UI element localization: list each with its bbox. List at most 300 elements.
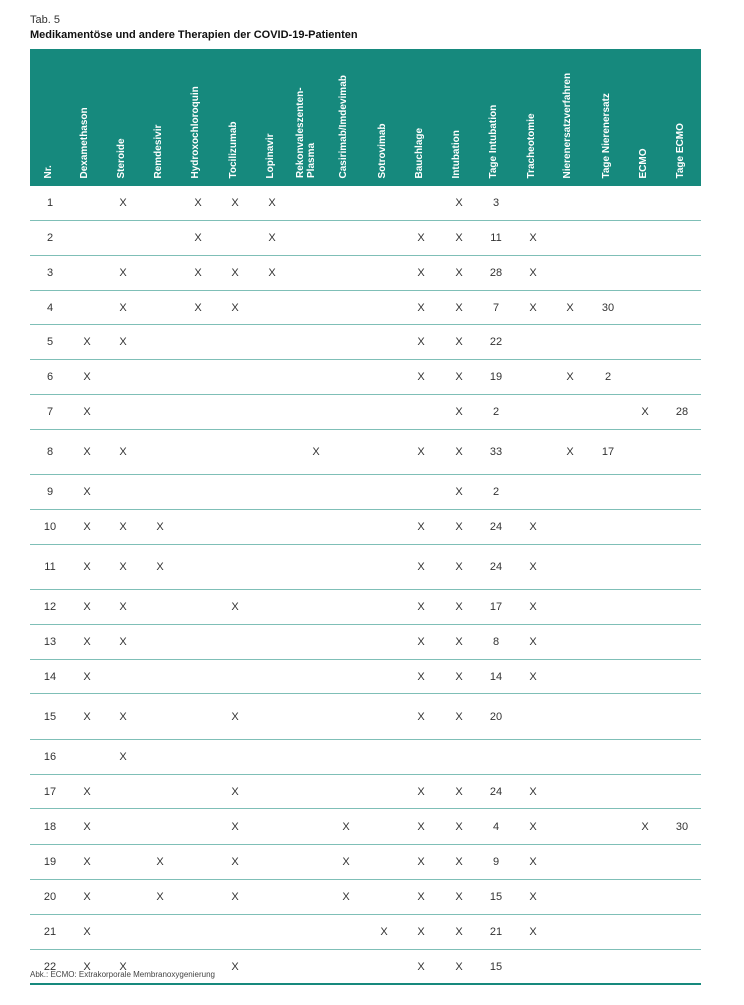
table-cell — [627, 221, 663, 255]
table-cell — [552, 915, 588, 949]
table-cell — [217, 395, 253, 429]
table-cell — [142, 625, 178, 659]
table-cell — [328, 256, 364, 290]
table-cell — [627, 475, 663, 509]
table-cell — [664, 221, 700, 255]
table-cell — [217, 430, 253, 474]
table-cell — [590, 694, 626, 739]
table-cell: X — [83, 785, 91, 798]
table-cell: X — [455, 960, 463, 973]
table-cell — [366, 430, 402, 474]
table-cell: 8 — [46, 446, 54, 458]
table-row — [30, 395, 701, 430]
table-cell: X — [417, 301, 425, 314]
table-cell: 20 — [43, 891, 57, 903]
table-cell — [142, 740, 178, 774]
table-cell: X — [268, 267, 276, 279]
table-cell: 5 — [46, 336, 54, 348]
table-cell: 2 — [492, 486, 500, 498]
table-cell — [69, 291, 105, 324]
table-cell: X — [119, 751, 127, 763]
table-cell: X — [455, 336, 463, 348]
table-cell — [217, 360, 253, 394]
table-cell — [180, 430, 216, 474]
table-cell: 28 — [675, 406, 689, 418]
table-cell — [515, 395, 551, 429]
table-cell: X — [455, 785, 463, 798]
table-cell — [590, 325, 626, 359]
table-cell — [254, 740, 290, 774]
column-header — [415, 50, 429, 178]
table-cell — [366, 694, 402, 739]
table-cell — [328, 740, 364, 774]
table-cell — [664, 694, 700, 739]
table-cell: 2 — [492, 406, 500, 418]
table-cell — [366, 845, 402, 879]
table-cell — [552, 186, 588, 220]
table-cell: X — [83, 891, 91, 903]
table-cell — [664, 430, 700, 474]
table-cell: X — [455, 820, 463, 833]
table-cell: X — [417, 960, 425, 973]
table-cell — [217, 660, 253, 693]
table-cell — [328, 395, 364, 429]
table-cell — [366, 545, 402, 589]
table-row — [30, 950, 701, 985]
table-cell — [254, 475, 290, 509]
column-header-label: Tage ECMO — [675, 122, 686, 178]
table-cell: X — [119, 267, 127, 279]
table-cell — [627, 625, 663, 659]
table-cell: 14 — [489, 670, 503, 683]
table-cell — [590, 660, 626, 693]
table-cell — [664, 845, 700, 879]
table-cell: X — [83, 601, 91, 613]
table-cell — [366, 475, 402, 509]
table-cell — [552, 325, 588, 359]
table-cell — [441, 740, 477, 774]
table-cell — [403, 475, 439, 509]
table-cell: X — [119, 960, 127, 973]
table-cell — [403, 395, 439, 429]
table-cell — [664, 545, 700, 589]
table-cell: X — [417, 891, 425, 903]
table-cell: X — [231, 820, 239, 833]
table-cell: X — [194, 267, 202, 279]
table-cell: X — [566, 371, 574, 383]
table-cell: X — [83, 856, 91, 868]
table-cell — [627, 740, 663, 774]
table-cell: X — [231, 601, 239, 613]
table-cell: 6 — [46, 371, 54, 383]
table-cell — [254, 915, 290, 949]
table-cell — [590, 590, 626, 624]
table-cell: X — [455, 371, 463, 383]
table-cell: X — [529, 636, 537, 648]
table-cell — [254, 775, 290, 808]
column-header — [563, 50, 577, 178]
table-cell — [180, 880, 216, 914]
table-cell: X — [417, 670, 425, 683]
table-cell — [627, 256, 663, 290]
table-cell: X — [417, 820, 425, 833]
table-cell — [328, 186, 364, 220]
table-cell: X — [455, 636, 463, 648]
table-cell — [664, 360, 700, 394]
table-cell — [105, 915, 141, 949]
table-cell: 12 — [43, 601, 57, 613]
table-cell — [627, 915, 663, 949]
table-cell — [328, 360, 364, 394]
column-header — [378, 50, 392, 178]
table-cell: 17 — [601, 446, 615, 458]
table-cell — [366, 809, 402, 844]
table-cell — [366, 740, 402, 774]
table-cell — [627, 545, 663, 589]
table-cell: X — [417, 521, 425, 533]
table-cell — [69, 256, 105, 290]
table-cell: X — [119, 561, 127, 573]
table-cell — [254, 950, 290, 983]
table-cell — [590, 625, 626, 659]
table-cell: X — [455, 232, 463, 244]
table-cell: X — [417, 710, 425, 723]
table-cell — [142, 325, 178, 359]
table-row — [30, 625, 701, 660]
column-header-label: Nierenersatzverfahren — [562, 72, 573, 178]
table-cell: X — [83, 406, 91, 418]
table-cell — [664, 740, 700, 774]
table-cell — [217, 740, 253, 774]
table-cell — [552, 740, 588, 774]
table-row — [30, 694, 701, 740]
table-cell: X — [83, 446, 91, 458]
table-cell — [590, 395, 626, 429]
column-header — [44, 50, 58, 178]
table-cell — [254, 880, 290, 914]
table-cell — [590, 775, 626, 808]
table-cell — [180, 510, 216, 544]
table-row — [30, 430, 701, 475]
table-cell: X — [342, 891, 350, 903]
table-cell — [180, 775, 216, 808]
table-cell — [590, 256, 626, 290]
table-cell — [664, 625, 700, 659]
table-title: Medikamentöse und andere Therapien der COVID-19-Patienten — [30, 29, 358, 41]
table-cell — [590, 545, 626, 589]
table-cell: X — [83, 561, 91, 573]
table-cell — [403, 740, 439, 774]
table-cell — [180, 740, 216, 774]
table-cell — [105, 221, 141, 255]
table-cell: X — [231, 301, 239, 314]
table-cell: X — [156, 891, 164, 903]
table-cell: X — [455, 710, 463, 723]
table-cell: X — [380, 926, 388, 938]
table-cell: X — [417, 856, 425, 868]
table-cell: X — [119, 301, 127, 314]
table-cell — [254, 545, 290, 589]
table-cell — [590, 186, 626, 220]
table-cell: X — [566, 446, 574, 458]
table-cell — [366, 775, 402, 808]
table-row — [30, 475, 701, 510]
table-cell: X — [455, 561, 463, 573]
table-cell: X — [268, 197, 276, 209]
table-cell — [366, 395, 402, 429]
table-cell — [366, 221, 402, 255]
table-cell — [254, 845, 290, 879]
table-cell — [664, 186, 700, 220]
table-cell — [142, 291, 178, 324]
table-cell: X — [417, 446, 425, 458]
column-header-label: Rekonvaleszenten- Plasma — [295, 87, 317, 178]
table-cell: X — [529, 891, 537, 903]
table-cell: 7 — [46, 406, 54, 418]
table-cell — [627, 590, 663, 624]
table-cell: X — [529, 232, 537, 244]
table-cell — [590, 950, 626, 983]
table-cell — [217, 325, 253, 359]
table-cell: 3 — [46, 267, 54, 279]
table-cell: 30 — [601, 301, 615, 314]
table-cell — [366, 256, 402, 290]
table-cell — [664, 880, 700, 914]
table-cell — [627, 325, 663, 359]
table-cell: X — [417, 267, 425, 279]
column-header-label: Steroide — [116, 137, 127, 178]
table-cell: 4 — [46, 301, 54, 314]
table-cell — [366, 950, 402, 983]
column-header-label: Casirimab/Imdevimab — [338, 74, 349, 178]
therapy-table — [30, 49, 701, 985]
table-cell — [664, 660, 700, 693]
table-cell — [328, 475, 364, 509]
table-cell — [217, 625, 253, 659]
column-header — [266, 50, 280, 178]
table-cell: 7 — [492, 301, 500, 314]
table-cell — [328, 775, 364, 808]
table-cell — [254, 625, 290, 659]
table-cell — [366, 590, 402, 624]
table-cell: X — [417, 232, 425, 244]
table-cell: X — [455, 856, 463, 868]
table-cell: 24 — [489, 785, 503, 798]
table-row — [30, 845, 701, 880]
table-cell — [627, 950, 663, 983]
table-cell — [180, 625, 216, 659]
table-cell: X — [455, 891, 463, 903]
table-cell — [664, 475, 700, 509]
table-cell — [552, 545, 588, 589]
table-cell — [105, 395, 141, 429]
table-cell — [254, 430, 290, 474]
table-cell — [142, 360, 178, 394]
table-cell: X — [83, 521, 91, 533]
table-cell: X — [342, 820, 350, 833]
table-cell — [328, 325, 364, 359]
table-cell — [627, 510, 663, 544]
table-cell — [105, 775, 141, 808]
table-cell — [366, 186, 402, 220]
table-cell — [590, 475, 626, 509]
table-caption: Tab. 5 — [30, 14, 60, 26]
table-row — [30, 809, 701, 845]
column-header-label: Nr. — [43, 164, 54, 178]
table-cell: X — [119, 601, 127, 613]
table-cell: X — [529, 856, 537, 868]
table-cell — [254, 590, 290, 624]
table-cell — [552, 475, 588, 509]
table-cell: X — [83, 336, 91, 348]
table-cell — [180, 915, 216, 949]
table-cell — [664, 256, 700, 290]
table-cell: 14 — [43, 670, 57, 683]
table-cell: X — [119, 197, 127, 209]
table-cell: 16 — [43, 751, 57, 763]
table-cell — [552, 221, 588, 255]
table-cell — [105, 845, 141, 879]
table-cell — [552, 694, 588, 739]
column-header-label: Tage Nierenersatz — [601, 92, 612, 178]
table-cell — [328, 430, 364, 474]
table-cell — [552, 510, 588, 544]
table-cell: X — [231, 785, 239, 798]
table-cell: 19 — [489, 371, 503, 383]
table-cell — [590, 740, 626, 774]
table-cell: 17 — [43, 785, 57, 798]
table-cell — [142, 590, 178, 624]
table-cell: X — [417, 601, 425, 613]
table-cell: X — [417, 561, 425, 573]
table-cell — [142, 809, 178, 844]
table-cell: 2 — [604, 371, 612, 383]
table-cell — [328, 694, 364, 739]
table-cell: 11 — [490, 232, 502, 244]
table-cell — [590, 845, 626, 879]
table-cell — [515, 740, 551, 774]
table-cell — [366, 325, 402, 359]
table-cell — [552, 256, 588, 290]
table-cell: X — [231, 267, 239, 279]
table-cell: 28 — [489, 267, 503, 279]
table-cell — [254, 809, 290, 844]
table-cell — [664, 325, 700, 359]
table-cell: X — [194, 301, 202, 314]
column-header — [80, 50, 94, 178]
table-cell: 20 — [489, 710, 503, 723]
table-cell: 3 — [492, 197, 500, 209]
table-cell: X — [156, 561, 164, 573]
table-cell: X — [455, 486, 463, 498]
table-cell: X — [312, 446, 320, 458]
table-cell — [180, 545, 216, 589]
table-cell: 9 — [492, 856, 500, 868]
table-cell — [328, 625, 364, 659]
table-cell — [627, 291, 663, 324]
table-cell — [254, 660, 290, 693]
table-cell — [142, 395, 178, 429]
table-cell: 22 — [43, 960, 57, 973]
column-header — [602, 50, 616, 178]
table-cell — [180, 694, 216, 739]
table-cell: 15 — [489, 960, 503, 973]
table-row — [30, 590, 701, 625]
column-header — [229, 50, 243, 178]
table-row — [30, 660, 701, 694]
table-cell — [142, 256, 178, 290]
table-cell — [142, 430, 178, 474]
table-cell: X — [417, 336, 425, 348]
table-cell: X — [231, 856, 239, 868]
table-cell — [627, 660, 663, 693]
table-cell: 10 — [43, 521, 57, 533]
table-cell: X — [83, 820, 91, 833]
table-cell — [142, 221, 178, 255]
table-cell: X — [83, 926, 91, 938]
table-cell — [217, 510, 253, 544]
table-cell: X — [641, 820, 649, 833]
table-cell — [217, 915, 253, 949]
table-cell — [552, 395, 588, 429]
table-cell: 15 — [489, 891, 503, 903]
table-cell: 30 — [675, 820, 689, 833]
table-cell — [552, 775, 588, 808]
table-cell — [664, 291, 700, 324]
table-cell: X — [455, 301, 463, 314]
table-cell: X — [119, 636, 127, 648]
table-cell — [142, 186, 178, 220]
column-header — [639, 50, 653, 178]
table-cell: 4 — [492, 820, 500, 833]
table-header — [30, 49, 701, 186]
table-row — [30, 880, 701, 915]
table-cell — [515, 950, 551, 983]
table-cell: X — [83, 960, 91, 973]
table-cell — [180, 475, 216, 509]
table-row — [30, 915, 701, 950]
column-header — [339, 50, 353, 178]
table-cell — [105, 475, 141, 509]
table-cell — [590, 880, 626, 914]
table-cell: X — [83, 371, 91, 383]
table-cell — [627, 360, 663, 394]
table-cell — [515, 186, 551, 220]
table-cell: X — [417, 926, 425, 938]
table-cell — [627, 430, 663, 474]
table-cell — [664, 775, 700, 808]
table-row — [30, 221, 701, 256]
column-header-label: Tage Intubation — [488, 104, 499, 178]
table-cell — [590, 915, 626, 949]
column-header-label: Intubation — [451, 129, 462, 178]
column-header-label: Tracheotomie — [526, 112, 537, 178]
table-cell: X — [194, 197, 202, 209]
table-cell — [180, 325, 216, 359]
table-cell — [105, 360, 141, 394]
table-cell: 18 — [43, 820, 57, 833]
table-cell: 24 — [489, 561, 503, 573]
table-cell: X — [119, 710, 127, 723]
table-cell: X — [455, 926, 463, 938]
column-header — [452, 50, 466, 178]
table-row — [30, 545, 701, 590]
table-cell — [627, 186, 663, 220]
table-cell — [627, 880, 663, 914]
table-cell — [590, 809, 626, 844]
column-header-label: Remdesivir — [153, 124, 164, 178]
table-cell: X — [231, 960, 239, 973]
